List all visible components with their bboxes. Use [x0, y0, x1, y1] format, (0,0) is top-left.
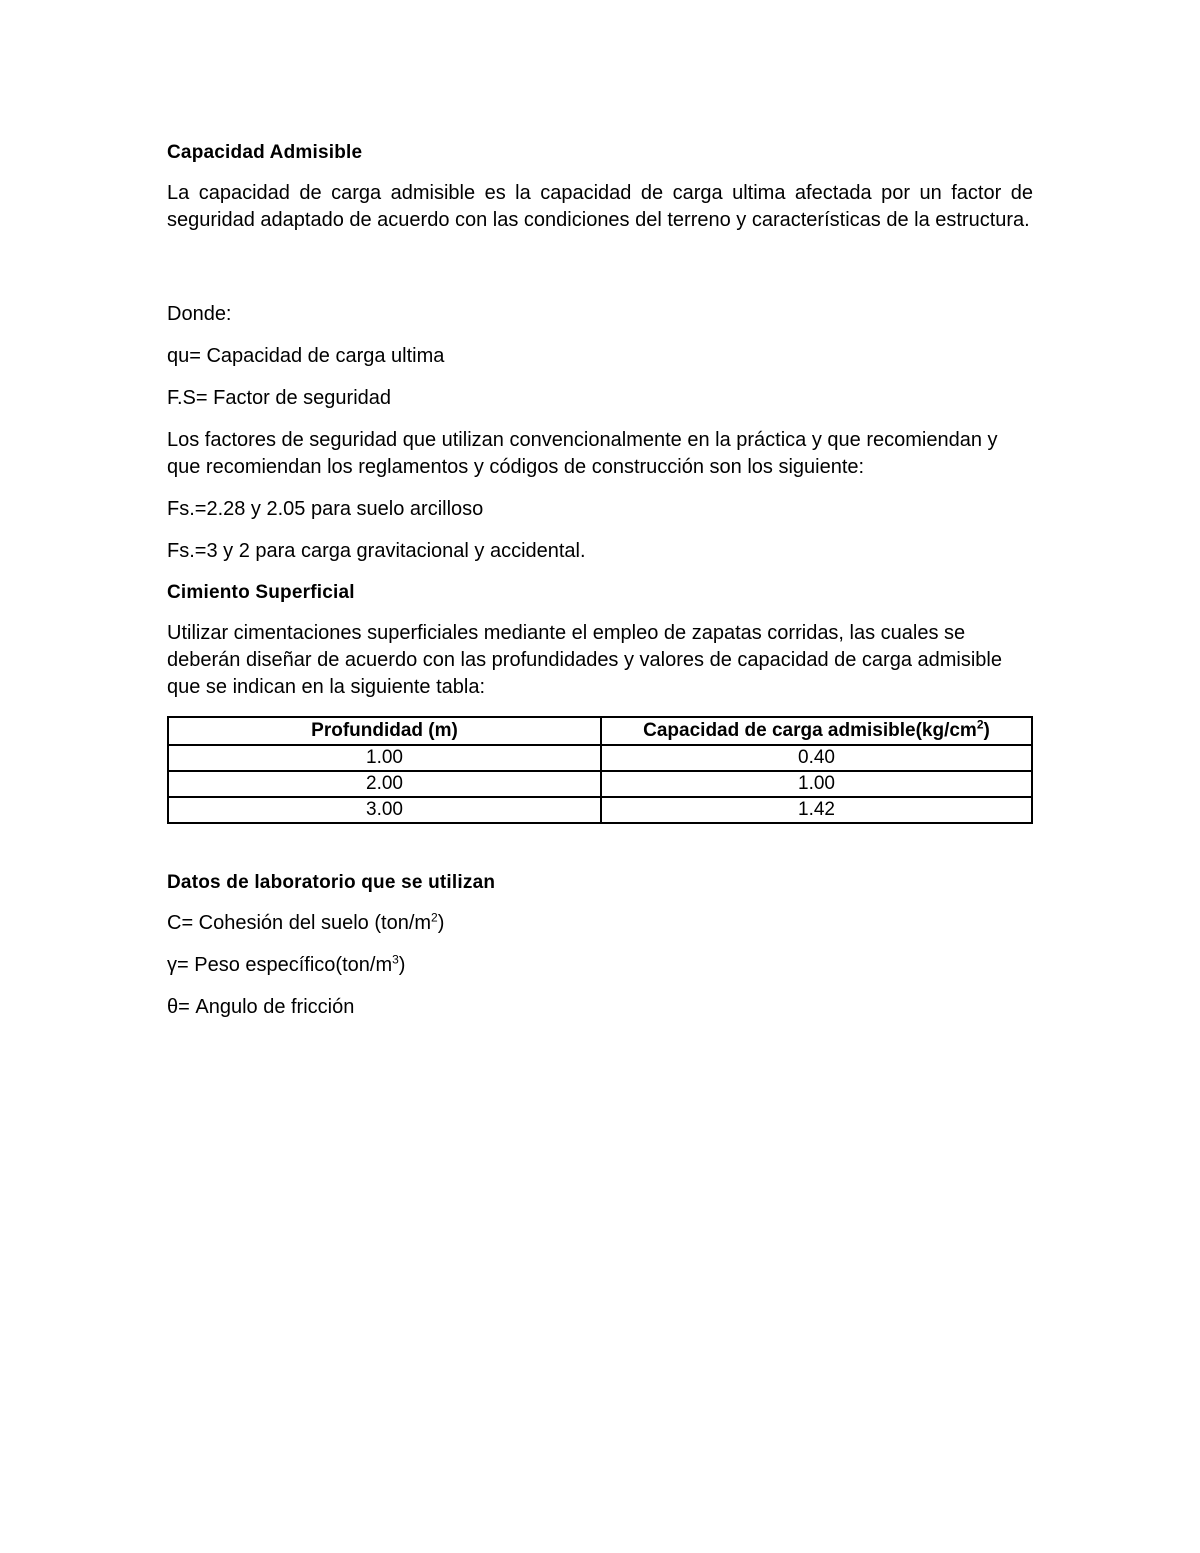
cimiento-paragraph: Utilizar cimentaciones superficiales mediante el empleo de zapatas corridas, las cuales se deberán diseñar de acuerdo con las profundidades y valores de capacidad de carga admisible que se indican en la siguiente tabla:: [167, 622, 1002, 698]
table-row: [168, 797, 1032, 823]
cohesion-close: ): [437, 912, 445, 934]
header-capacity-superscript: 2: [976, 717, 984, 732]
capacity-cell: 1.00: [601, 771, 1032, 797]
depth-cell: 1.00: [168, 745, 601, 771]
table-row: [168, 745, 1032, 771]
peso-text: γ= Peso específico(ton/m: [167, 954, 393, 976]
capacity-cell: 1.42: [601, 797, 1032, 823]
intro-paragraph: La capacidad de carga admisible es la capacidad de carga ultima afectada por un factor de seguridad adaptado de acuerdo con las condiciones del terreno y características de la estructura.: [167, 182, 1033, 231]
section-title-datos-laboratorio: Datos de laboratorio que se utilizan: [167, 872, 496, 893]
fs-clay-line: Fs.=2.28 y 2.05 para suelo arcilloso: [167, 498, 484, 520]
table-header-row: [168, 717, 1032, 745]
document-body: [167, 140, 1033, 1036]
header-capacity-text: Capacidad de carga admisible(kg/cm: [643, 720, 977, 741]
peso-superscript: 3: [392, 952, 399, 967]
header-capacity: [601, 717, 1032, 745]
peso-close: ): [398, 954, 406, 976]
table-row: [168, 771, 1032, 797]
peso-especifico-line: [167, 952, 1033, 979]
angulo-friccion-line: θ= Angulo de fricción: [167, 996, 355, 1018]
qu-definition: qu= Capacidad de carga ultima: [167, 345, 445, 367]
depth-cell: 2.00: [168, 771, 601, 797]
capacity-table: [167, 716, 1033, 824]
header-depth: Profundidad (m): [168, 717, 601, 745]
depth-cell: 3.00: [168, 797, 601, 823]
capacity-cell: 0.40: [601, 745, 1032, 771]
cohesion-superscript: 2: [431, 910, 438, 925]
section-title-capacidad-admisible: Capacidad Admisible: [167, 142, 363, 163]
fs-definition: F.S= Factor de seguridad: [167, 387, 392, 409]
factors-paragraph: Los factores de seguridad que utilizan convencionalmente en la práctica y que recomiendan y que recomiendan los reglamentos y códigos de construcción son los siguiente:: [167, 429, 998, 478]
fs-load-line: Fs.=3 y 2 para carga gravitacional y accidental.: [167, 540, 586, 562]
cohesion-text: C= Cohesión del suelo (ton/m: [167, 912, 432, 934]
donde-label: Donde:: [167, 303, 232, 325]
section-title-cimiento-superficial: Cimiento Superficial: [167, 582, 355, 603]
cohesion-line: [167, 910, 1033, 937]
header-capacity-close: ): [983, 720, 990, 741]
blank-space: [167, 249, 1033, 301]
